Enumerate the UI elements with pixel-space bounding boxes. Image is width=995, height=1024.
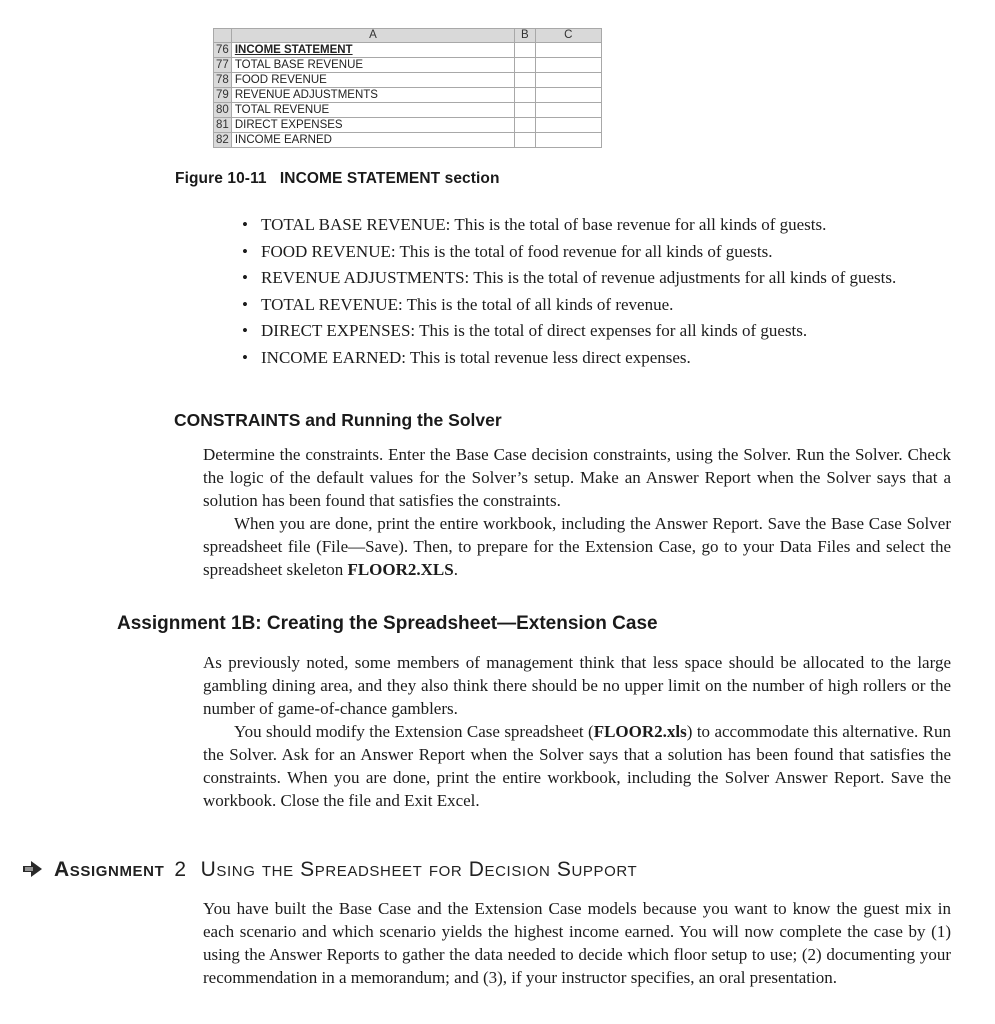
list-item: • TOTAL REVENUE: This is the total of all kinds of revenue.	[241, 294, 946, 316]
list-item: • INCOME EARNED: This is total revenue less direct expenses.	[241, 347, 946, 369]
row-number: 80	[214, 103, 232, 118]
spreadsheet-row	[214, 73, 602, 88]
cell-label: INCOME EARNED	[231, 133, 514, 148]
spreadsheet-row	[214, 118, 602, 133]
constraints-heading: CONSTRAINTS and Running the Solver	[174, 410, 502, 430]
cell-b	[515, 133, 535, 148]
spreadsheet-row	[214, 43, 602, 58]
cell-c	[535, 58, 601, 73]
cell-label: REVENUE ADJUSTMENTS	[231, 88, 514, 103]
list-item: • DIRECT EXPENSES: This is the total of direct expenses for all kinds of guests.	[241, 320, 946, 342]
assignment-1b-body	[203, 651, 951, 812]
cell-label: TOTAL BASE REVENUE	[231, 58, 514, 73]
column-header-a: A	[231, 29, 514, 43]
row-number: 79	[214, 88, 232, 103]
cell-b	[515, 103, 535, 118]
cell-c	[535, 88, 601, 103]
cell-label: FOOD REVENUE	[231, 73, 514, 88]
constraints-paragraph-2	[203, 512, 951, 581]
cell-label: INCOME STATEMENT	[231, 43, 514, 58]
list-item: • TOTAL BASE REVENUE: This is the total of base revenue for all kinds of guests.	[241, 214, 946, 236]
paragraph-text: ) to accommodate this alternative. Run the Solver. Ask for an Answer Report when the Solver says that a solution has been found that satisfies the constraints. When you are done, print the entire workbook, including the Solver Answer Report. Save the workbook. Close the file and Exit Excel.	[203, 722, 951, 810]
spreadsheet-row	[214, 58, 602, 73]
assignment-2-number: 2	[174, 858, 187, 881]
pointing-arrow-icon	[22, 860, 46, 878]
assignment-2-body	[203, 897, 951, 989]
row-number: 82	[214, 133, 232, 148]
cell-c	[535, 118, 601, 133]
cell-b	[515, 88, 535, 103]
spreadsheet-row	[214, 133, 602, 148]
spreadsheet-row	[214, 88, 602, 103]
constraints-paragraph-1: Determine the constraints. Enter the Base Case decision constraints, using the Solver. Run the Solver. Check the logic of the default values for the Solver’s setup. Make an Answer Report when the Solver says that a solution has been found that satisfies the constraints.	[203, 445, 951, 510]
row-number: 76	[214, 43, 232, 58]
assignment-2-label: Assignment	[54, 858, 165, 881]
cell-b	[515, 43, 535, 58]
paragraph-end: .	[453, 560, 458, 579]
row-number: 78	[214, 73, 232, 88]
assignment-2-paragraph: You have built the Base Case and the Extension Case models because you want to know the guest mix in each scenario and which scenario yields the highest income earned. You will now complete the case by (1) using the Answer Reports to gather the data needed to decide which floor setup to use; (2) documenting your recommendation in a memorandum; and (3), if your instructor specifies, an oral presentation.	[203, 899, 951, 987]
paragraph-text: You should modify the Extension Case spreadsheet (	[234, 722, 594, 741]
row-number: 77	[214, 58, 232, 73]
filename-floor2-xls: FLOOR2.XLS	[347, 560, 454, 579]
column-header-c: C	[535, 29, 601, 43]
column-header-row	[214, 29, 602, 43]
assignment-2-title: Using the Spreadsheet for Decision Support	[200, 858, 638, 881]
filename-floor2-xls: FLOOR2.xls	[593, 722, 687, 741]
assignment-1b-heading: Assignment 1B: Creating the Spreadsheet—Extension Case	[117, 613, 658, 634]
list-item: • FOOD REVENUE: This is the total of food revenue for all kinds of guests.	[241, 241, 946, 263]
paragraph-text: When you are done, print the entire workbook, including the Answer Report. Save the Base Case Solver spreadsheet file (File—Save). Then, to prepare for the Extension Case, go to your Data Files and select the spreadsheet skeleton	[203, 514, 951, 579]
column-header-b: B	[515, 29, 535, 43]
cell-c	[535, 43, 601, 58]
row-number: 81	[214, 118, 232, 133]
cell-c	[535, 103, 601, 118]
assignment-1b-paragraph-2	[203, 720, 951, 812]
cell-b	[515, 73, 535, 88]
cell-label: DIRECT EXPENSES	[231, 118, 514, 133]
cell-b	[515, 58, 535, 73]
field-description-list	[241, 214, 946, 373]
assignment-1b-paragraph-1: As previously noted, some members of management think that less space should be allocated to the large gambling dining area, and they also think there should be no upper limit on the number of high rollers or the number of game-of-chance gamblers.	[203, 653, 951, 718]
assignment-2-heading	[22, 858, 637, 882]
income-statement-spreadsheet	[213, 28, 602, 148]
cell-c	[535, 133, 601, 148]
cell-c	[535, 73, 601, 88]
spreadsheet-row	[214, 103, 602, 118]
constraints-body	[203, 443, 951, 581]
list-item: • REVENUE ADJUSTMENTS: This is the total of revenue adjustments for all kinds of guests.	[241, 267, 946, 289]
corner-cell	[214, 29, 232, 43]
figure-caption: Figure 10-11 INCOME STATEMENT section	[175, 170, 500, 187]
cell-b	[515, 118, 535, 133]
cell-label: TOTAL REVENUE	[231, 103, 514, 118]
